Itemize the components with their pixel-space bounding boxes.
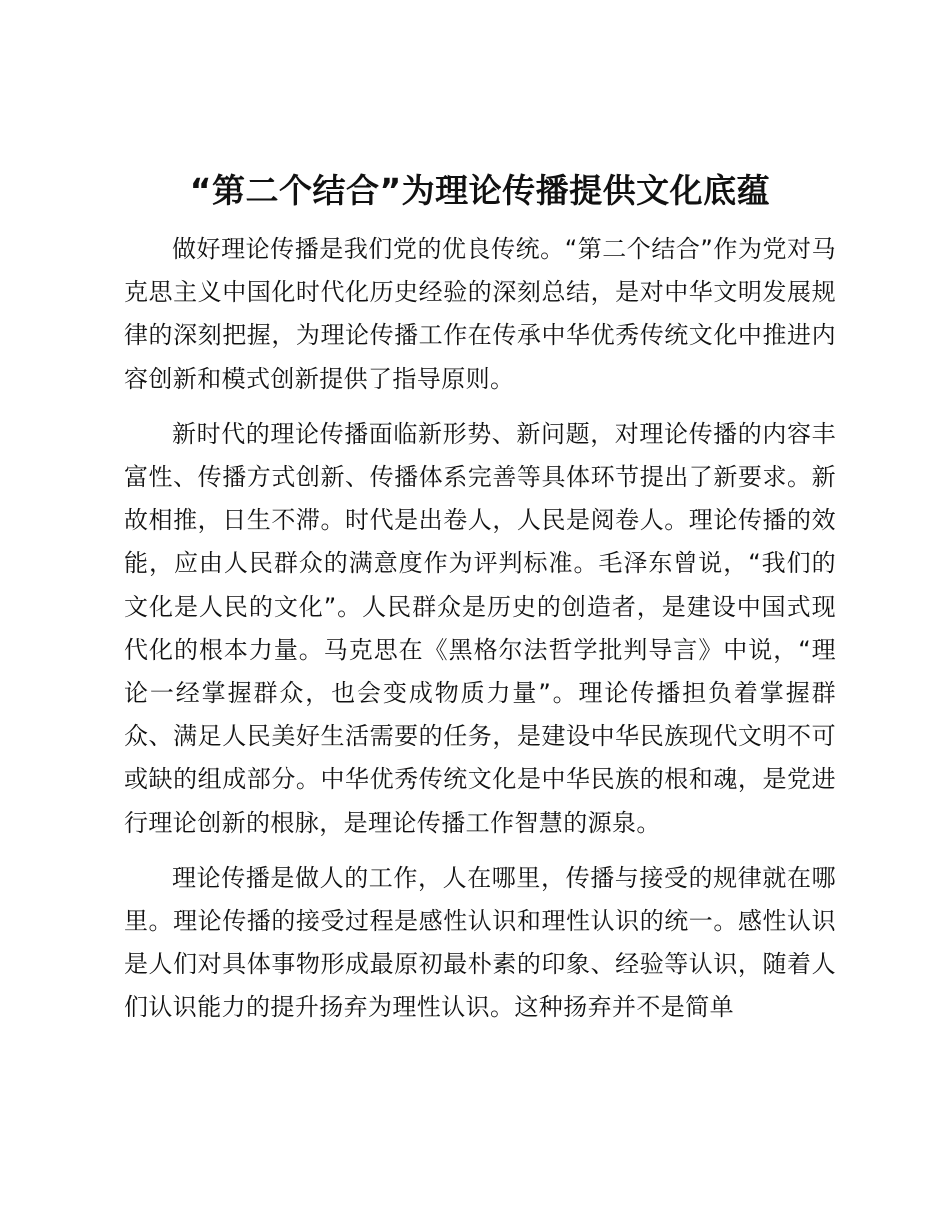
paragraph-1: 做好理论传播是我们党的优良传统。“第二个结合”作为党对马克思主义中国化时代化历史经验的深刻总结，是对中华文明发展规律的深刻把握，为理论传播工作在传承中华优秀传统文化中推进内容创新和模式创新提供了指导原则。 <box>124 235 836 393</box>
paragraph-2: 新时代的理论传播面临新形势、新问题，对理论传播的内容丰富性、传播方式创新、传播体系完善等具体环节提出了新要求。新故相推，日生不滞。时代是出卷人，人民是阅卷人。理论传播的效能，应由人民群众的满意度作为评判标准。毛泽东曾说，“我们的文化是人民的文化”。人民群众是历史的创造者，是建设中国式现代化的根本力量。马克思在《黑格尔法哲学批判导言》中说，“理论一经掌握群众，也会变成物质力量”。理论传播担负着掌握群众、满足人民美好生活需要的任务，是建设中华民族现代文明不可或缺的组成部分。中华优秀传统文化是中华民族的根和魂，是党进行理论创新的根脉，是理论传播工作智慧的源泉。 <box>124 419 836 837</box>
document-page <box>124 168 836 1042</box>
paragraph-3: 理论传播是做人的工作，人在哪里，传播与接受的规律就在哪里。理论传播的接受过程是感性认识和理性认识的统一。感性认识是人们对具体事物形成最原初最朴素的印象、经验等认识，随着人们认识能力的提升扬弃为理性认识。这种扬弃并不是简单 <box>124 863 836 1022</box>
document-title: “第二个结合”为理论传播提供文化底蕴 <box>189 171 771 210</box>
